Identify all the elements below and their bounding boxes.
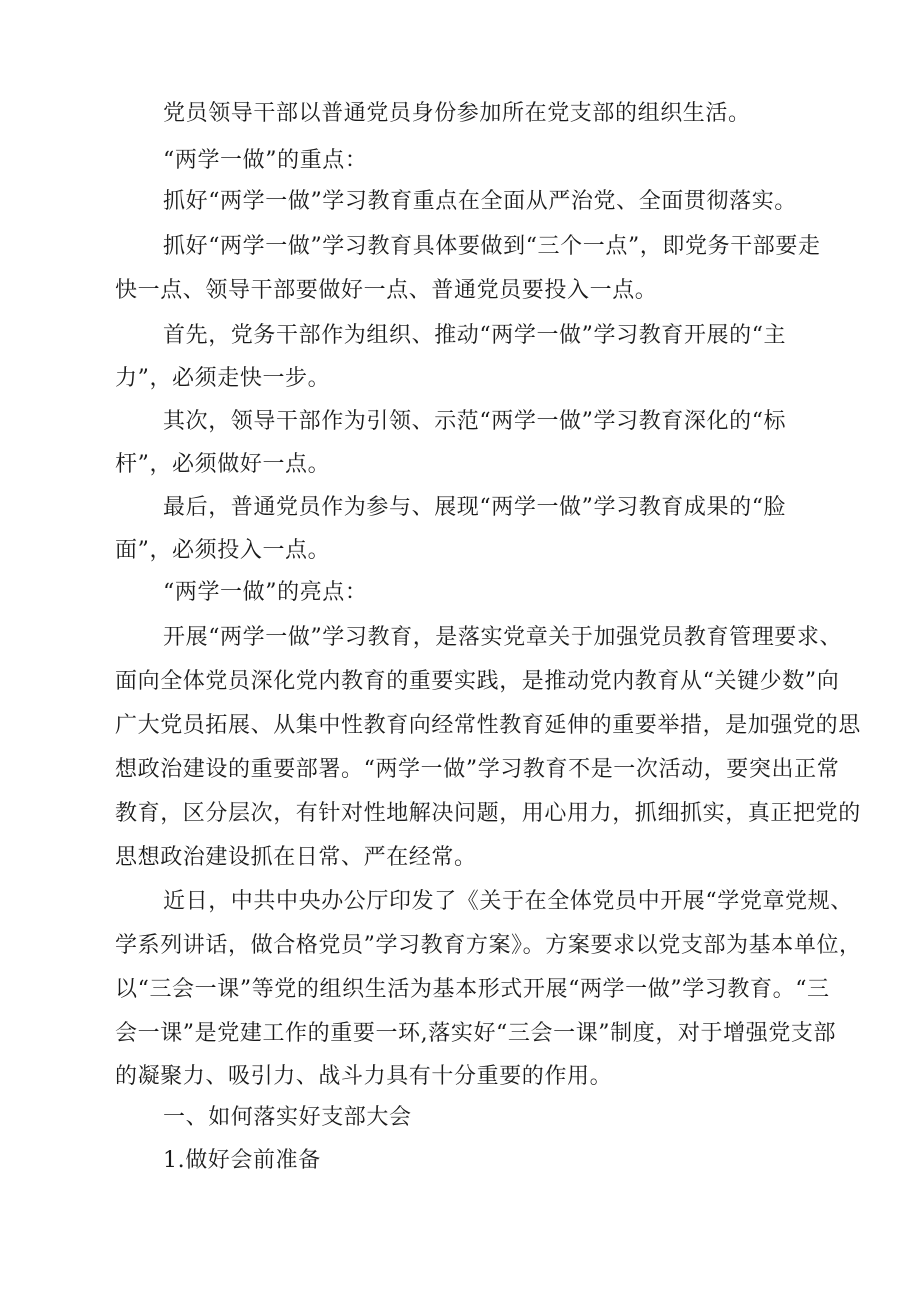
paragraph-line: 思想政治建设抓在日常、严在经常。 bbox=[115, 845, 477, 870]
paragraph-line: 的凝聚力、吸引力、战斗力具有十分重要的作用。 bbox=[115, 1064, 613, 1089]
paragraph-line: 面”，必须投入一点。 bbox=[115, 538, 331, 563]
paragraph-line: 会一课”是党建工作的重要一环,落实好“三会一课”制度，对于增强党支部 bbox=[115, 1021, 837, 1046]
paragraph-line: 以“三会一课”等党的组织生活为基本形式开展“两学一做”学习教育。“三 bbox=[115, 977, 830, 1002]
paragraph-line: 其次，领导干部作为引领、示范“两学一做”学习教育深化的“标 bbox=[163, 409, 787, 434]
section-heading-highlights: “两学一做”的亮点： bbox=[163, 580, 368, 605]
paragraph-line: 教育，区分层次，有针对性地解决问题，用心用力，抓细抓实，真正把党的 bbox=[115, 801, 861, 826]
paragraph-line: 学系列讲话，做合格党员”学习教育方案》。方案要求以党支部为基本单位， bbox=[115, 933, 862, 958]
paragraph-line: 抓好“两学一做”学习教育具体要做到“三个一点”，即党务干部要走 bbox=[163, 234, 821, 259]
section-heading-branch-meeting: 一、如何落实好支部大会 bbox=[163, 1105, 412, 1130]
paragraph-line: 抓好“两学一做”学习教育重点在全面从严治党、全面贯彻落实。 bbox=[163, 189, 797, 214]
paragraph-line: 力”，必须走快一步。 bbox=[115, 366, 331, 391]
paragraph-line: 广大党员拓展、从集中性教育向经常性教育延伸的重要举措，是加强党的思 bbox=[115, 713, 861, 738]
paragraph-line: 党员领导干部以普通党员身份参加所在党支部的组织生活。 bbox=[163, 101, 751, 126]
paragraph-line: 面向全体党员深化党内教育的重要实践，是推动党内教育从“关键少数”向 bbox=[115, 669, 840, 694]
paragraph-line: 快一点、领导干部要做好一点、普通党员要投入一点。 bbox=[115, 278, 658, 303]
paragraph-line: 想政治建设的重要部署。“两学一做”学习教育不是一次活动，要突出正常 bbox=[115, 757, 840, 782]
paragraph-line: 开展“两学一做”学习教育，是落实党章关于加强党员教育管理要求、 bbox=[163, 625, 843, 650]
paragraph-line: 近日，中共中央办公厅印发了《关于在全体党员中开展“学党章党规、 bbox=[163, 889, 853, 914]
section-heading-key-points: “两学一做”的重点： bbox=[163, 148, 368, 173]
paragraph-line: 杆”，必须做好一点。 bbox=[115, 452, 331, 477]
paragraph-line: 首先，党务干部作为组织、推动“两学一做”学习教育开展的“主 bbox=[163, 323, 787, 348]
paragraph-line: 最后，普通党员作为参与、展现“两学一做”学习教育成果的“脸 bbox=[163, 495, 787, 520]
subsection-heading-preparation: 1.做好会前准备 bbox=[163, 1148, 321, 1173]
